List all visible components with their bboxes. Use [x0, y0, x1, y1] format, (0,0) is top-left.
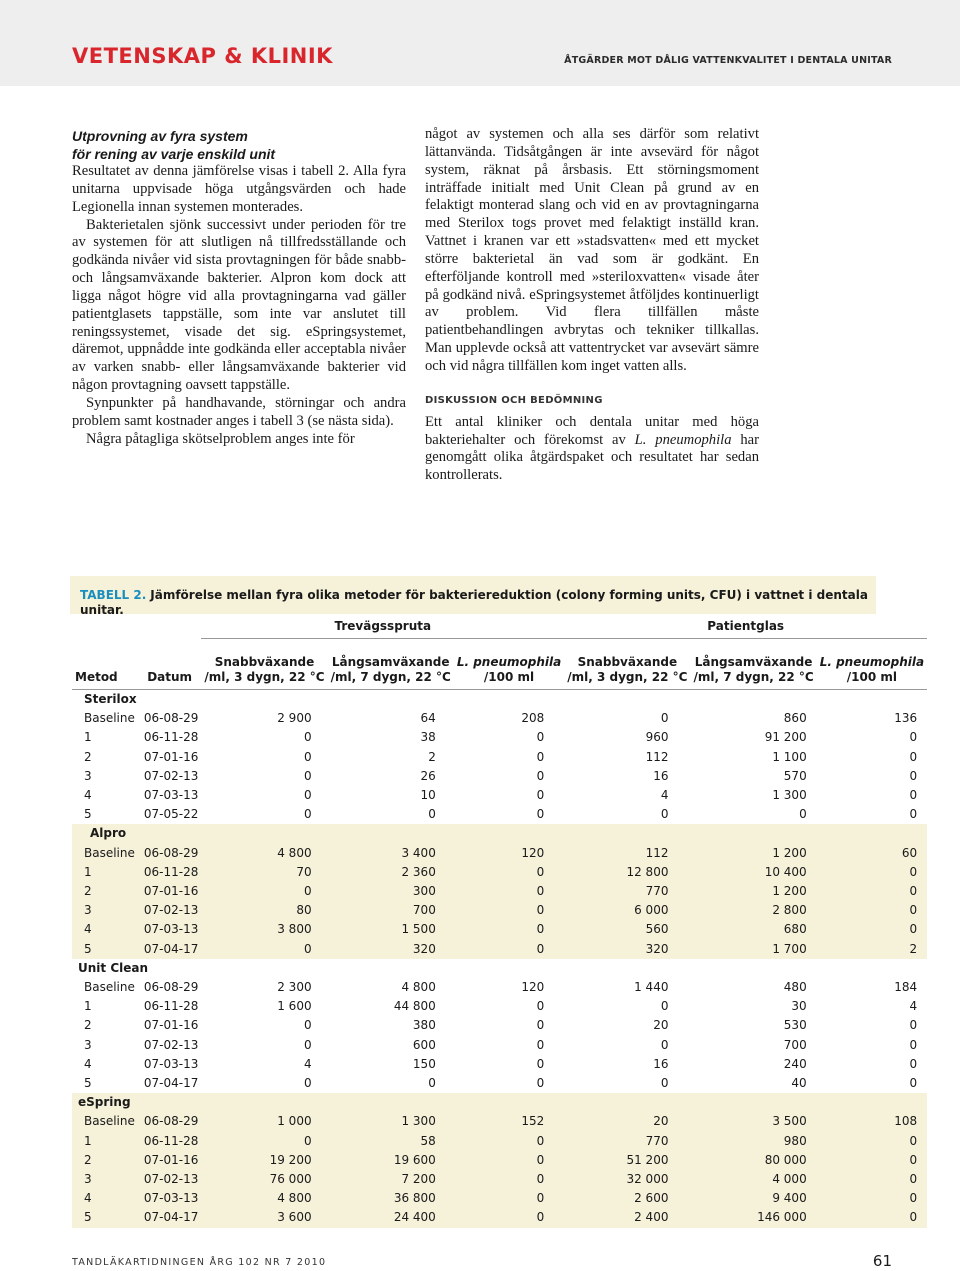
table-row	[72, 709, 927, 728]
table-cell: 2	[84, 884, 92, 899]
table-cell: 16	[653, 1056, 669, 1071]
col-header-pneumophila	[817, 639, 927, 690]
table-row	[72, 844, 927, 863]
table-cell: 0	[909, 1037, 918, 1052]
table-cell: 3	[84, 768, 92, 783]
table-cell: 0	[303, 788, 312, 803]
table-cell: 770	[645, 1133, 669, 1148]
table-cell: 680	[783, 922, 807, 937]
table-row	[72, 786, 927, 805]
table-cell: 700	[783, 1037, 807, 1052]
table-cell: 4 000	[772, 1172, 807, 1187]
table-cell: 480	[783, 980, 807, 995]
section-heading: DISKUSSION OCH BEDÖMNING	[425, 394, 603, 406]
table-cell: 112	[645, 749, 669, 764]
method-row	[72, 959, 927, 978]
table-cell: 0	[536, 999, 545, 1014]
table-cell: 0	[909, 1172, 918, 1187]
table-cell: 0	[303, 768, 312, 783]
table-cell: 0	[909, 1076, 918, 1091]
table-cell: 2 800	[772, 903, 807, 918]
table-cell: 5	[84, 941, 92, 956]
right-column	[425, 126, 759, 485]
table-cell: 0	[909, 922, 918, 937]
col-header-datum: Datum	[138, 639, 201, 690]
table-cell: 30	[791, 999, 807, 1014]
table-cell: 120	[521, 980, 545, 995]
table-cell: 2	[909, 941, 918, 956]
table-row	[72, 978, 927, 997]
table-cell: 108	[894, 1114, 918, 1129]
table-cell: 0	[303, 884, 312, 899]
table-cell: 0	[303, 807, 312, 822]
method-name: Sterilox	[84, 692, 137, 706]
table-cell: 36 800	[393, 1191, 436, 1206]
table-cell: 4	[84, 1191, 92, 1206]
empty-cell	[328, 824, 454, 843]
table-cell: 06-08-29	[143, 1114, 199, 1129]
left-column	[72, 127, 406, 449]
table-cell: 0	[909, 1133, 918, 1148]
table-row	[72, 1036, 927, 1055]
header-line: /ml, 7 dygn, 22 °C	[693, 670, 814, 684]
table-cell: 5	[84, 1210, 92, 1225]
table-cell: 0	[536, 864, 545, 879]
method-name: eSpring	[78, 1095, 131, 1110]
table-cell: 0	[909, 788, 918, 803]
body-paragraph: något av systemen och alla ses därför som relativt lättanvända. Tidsåtgången är inte avsevärd för något system, räknat på årsbasis. Ett störningsmoment inträffade initialt med Unit Clean på grund av en felaktigt monterad slang och vid en av provtagningarna med Sterilox togs provet med felaktigt inställd kran. Vattnet i kranen var ett »stadsvatten« med ett mycket större bakterietal än vad som är godkänt. En efterföljande kontroll med »steriloxvatten« visade åter på godkänd nivå. eSpringsystemet åtföljdes kontinuerligt av problem. Vid flera tillfällen måste patientbehandlingen avbrytas och tekniker tillkallas. Man upplevde också att vattentrycket var avsevärt sämre och vid några tillfällen kom inget vatten alls.	[425, 126, 759, 374]
empty-cell	[564, 1093, 690, 1112]
table-cell: 0	[799, 807, 807, 822]
table-cell: 19 200	[269, 1152, 312, 1167]
table-cell: 0	[536, 941, 545, 956]
table-cell: 1 000	[277, 1114, 312, 1129]
table-cell: 06-11-28	[143, 730, 199, 745]
table-cell: 1 100	[772, 749, 807, 764]
empty-cell	[328, 690, 454, 710]
body-paragraph: Några påtagliga skötselproblem anges inte för	[86, 430, 355, 447]
table-cell: 0	[536, 1056, 545, 1071]
table-cell: 1 600	[277, 999, 312, 1014]
table-cell: 0	[536, 1191, 545, 1206]
table-cell: 150	[412, 1056, 436, 1071]
table-row	[72, 863, 927, 882]
header-line: /ml, 3 dygn, 22 °C	[204, 670, 325, 684]
subheading-line-1: Utprovning av fyra system	[72, 128, 248, 144]
empty-cell	[690, 959, 816, 978]
table-cell: 5	[84, 1076, 92, 1091]
table-cell: 0	[303, 1133, 312, 1148]
empty-cell	[690, 690, 816, 710]
table-cell: 32 000	[626, 1172, 669, 1187]
header-line: L. pneumophila	[456, 655, 562, 669]
table-cell: 06-11-28	[143, 864, 199, 879]
table-cell: 860	[783, 711, 807, 726]
table-cell: 320	[412, 941, 436, 956]
table-cell: 0	[536, 1172, 545, 1187]
table-cell: 1 200	[772, 884, 807, 899]
table-cell: 0	[909, 1018, 918, 1033]
table-cell: 0	[303, 1076, 312, 1091]
table-cell: 1 300	[401, 1114, 436, 1129]
table-cell: 0	[428, 1076, 436, 1091]
table-cell: 0	[660, 1037, 669, 1052]
table-row	[72, 920, 927, 939]
table-cell: 10	[420, 788, 436, 803]
table-cell: 0	[536, 1210, 545, 1225]
table-cell: 0	[303, 730, 312, 745]
table-cell: 1 500	[401, 922, 436, 937]
table-cell: 26	[420, 768, 436, 783]
table-row	[72, 1132, 927, 1151]
method-name: Unit Clean	[78, 960, 149, 975]
table-cell: 0	[909, 730, 918, 745]
table-cell: 0	[303, 1037, 312, 1052]
table-cell: 184	[894, 980, 918, 995]
table-cell: 3 600	[277, 1210, 312, 1225]
table-cell: 770	[645, 884, 669, 899]
table-cell: 07-03-13	[143, 788, 199, 803]
table-cell: 136	[894, 711, 918, 726]
table-cell: 4 800	[277, 845, 312, 860]
table-cell: 380	[412, 1018, 436, 1033]
table-cell: 07-02-13	[143, 768, 199, 783]
table-cell: 4	[84, 1056, 92, 1071]
table-cell: 9 400	[772, 1191, 807, 1206]
group-header-row	[72, 616, 927, 639]
table-cell: 570	[783, 768, 807, 783]
empty-cell	[454, 959, 564, 978]
table-cell: 600	[412, 1037, 436, 1052]
table-cell: 0	[909, 1191, 918, 1206]
table-cell: 2 300	[277, 980, 312, 995]
table-cell: 2 600	[634, 1191, 669, 1206]
table-cell: 1	[84, 864, 92, 879]
empty-cell	[201, 1093, 327, 1112]
table-cell: 1 200	[772, 845, 807, 860]
empty-cell	[690, 1093, 816, 1112]
table-cell: 152	[521, 1114, 545, 1129]
col-header-pneumophila	[454, 639, 564, 690]
table-cell: 0	[909, 1056, 918, 1071]
subheading-line-2: för rening av varje enskild unit	[72, 146, 276, 162]
table-cell: Baseline	[84, 1114, 135, 1129]
table-row	[72, 805, 927, 824]
table-cell: 2 900	[277, 711, 312, 726]
table-cell: 0	[660, 999, 669, 1014]
table-cell: 07-04-17	[143, 941, 199, 956]
col-header-snabb	[564, 639, 690, 690]
table-cell: 4	[84, 922, 92, 937]
table-cell: 07-04-17	[143, 1210, 199, 1225]
table-cell: 20	[653, 1018, 669, 1033]
table-cell: 2	[84, 749, 92, 764]
table-cell: 07-03-13	[143, 1191, 199, 1206]
page-number: 61	[872, 1252, 892, 1270]
table-cell: 07-01-16	[143, 1152, 199, 1167]
col-header-metod: Metod	[72, 639, 138, 690]
table-cell: 1 440	[634, 980, 669, 995]
table-body	[72, 690, 927, 1228]
table-cell: 3	[84, 903, 92, 918]
empty-cell	[690, 824, 816, 843]
method-row	[72, 1093, 927, 1112]
table-cell: 10 400	[764, 864, 807, 879]
table-cell: 3	[84, 1172, 92, 1187]
species-name: L. pneumophila	[634, 431, 732, 448]
table-cell: 06-11-28	[143, 1133, 199, 1148]
table-cell: 1 300	[772, 788, 807, 803]
table-cell: 4	[909, 999, 918, 1014]
table-cell: 1	[84, 1133, 92, 1148]
empty-cell	[201, 824, 327, 843]
table-cell: 0	[909, 749, 918, 764]
table-cell: 146 000	[757, 1210, 807, 1225]
table-cell: Baseline	[84, 845, 135, 860]
table-cell: 0	[536, 1152, 545, 1167]
header-line: /ml, 3 dygn, 22 °C	[567, 670, 688, 684]
table-cell: 0	[303, 749, 312, 764]
table-cell: 1	[84, 999, 92, 1014]
empty-cell	[328, 959, 454, 978]
table-cell: 07-02-13	[143, 1172, 199, 1187]
table-cell: 6 000	[634, 903, 669, 918]
table-row	[72, 901, 927, 920]
table-cell: 91 200	[764, 730, 807, 745]
table-row	[72, 728, 927, 747]
table-cell: 19 600	[393, 1152, 436, 1167]
table-cell: 4 800	[277, 1191, 312, 1206]
table-cell: 2 400	[634, 1210, 669, 1225]
table-cell: 0	[536, 788, 545, 803]
table-row	[72, 1055, 927, 1074]
table-row	[72, 1208, 927, 1227]
table-cell: 2 360	[401, 864, 436, 879]
table-cell: 0	[536, 730, 545, 745]
empty-cell	[454, 690, 564, 710]
table-cell: 0	[536, 922, 545, 937]
table-cell: 4	[660, 788, 669, 803]
table-cell: 06-11-28	[143, 999, 199, 1014]
table-row	[72, 748, 927, 767]
table-cell: 0	[909, 884, 918, 899]
header-line: /100 ml	[846, 670, 898, 684]
table-cell: 07-03-13	[143, 922, 199, 937]
table-cell: 3	[84, 1037, 92, 1052]
table-cell: 3 800	[277, 922, 312, 937]
group-header-trevagsspruta: Trevägsspruta	[201, 616, 564, 639]
table-cell: 20	[653, 1114, 669, 1129]
table-cell: 980	[783, 1133, 807, 1148]
table-cell: 4 800	[401, 980, 436, 995]
empty-cell	[454, 1093, 564, 1112]
table-cell: 0	[909, 768, 918, 783]
header-line: /ml, 7 dygn, 22 °C	[330, 670, 451, 684]
table-cell: 0	[660, 807, 669, 822]
table-cell: 0	[909, 1210, 918, 1225]
table-caption-text: Jämförelse mellan fyra olika metoder för bakteriereduktion (colony forming units, CFU) i vattnet i dentala unitar.	[80, 588, 868, 617]
table-row	[72, 940, 927, 959]
table-caption	[80, 588, 870, 618]
header-line: Snabbväxande	[577, 655, 678, 669]
table-cell: 320	[645, 941, 669, 956]
table-cell: 07-04-17	[143, 1076, 199, 1091]
table-cell: 112	[645, 845, 669, 860]
table-cell: 1	[84, 730, 92, 745]
table-cell: 0	[303, 941, 312, 956]
empty-cell	[564, 959, 690, 978]
table-row	[72, 1074, 927, 1093]
method-row	[72, 824, 927, 843]
body-paragraph	[425, 414, 759, 485]
table-cell: 2	[84, 1152, 92, 1167]
method-name: Alpro	[90, 826, 127, 841]
table-cell: 240	[783, 1056, 807, 1071]
table-cell: 07-01-16	[143, 884, 199, 899]
empty-cell	[817, 1093, 927, 1112]
table-cell: 560	[645, 922, 669, 937]
table-cell: 0	[909, 807, 918, 822]
table-cell: 80 000	[764, 1152, 807, 1167]
table-row	[72, 1112, 927, 1131]
table-cell: 76 000	[269, 1172, 312, 1187]
subheading	[72, 127, 406, 163]
table-row	[72, 1170, 927, 1189]
table-cell: 64	[420, 711, 436, 726]
table-cell: 300	[412, 884, 436, 899]
header-line: /100 ml	[483, 670, 535, 684]
table-cell: 960	[645, 730, 669, 745]
table-row	[72, 767, 927, 786]
table-cell: 07-05-22	[143, 807, 199, 822]
table-cell: 06-08-29	[143, 711, 199, 726]
table-cell: 07-02-13	[143, 903, 199, 918]
table-cell: 06-08-29	[143, 980, 199, 995]
table-cell: 0	[428, 807, 436, 822]
col-header-langsam	[328, 639, 454, 690]
table-cell: 60	[901, 845, 918, 860]
table-cell: 07-01-16	[143, 1018, 199, 1033]
table-cell: 0	[536, 768, 545, 783]
table-cell: 06-08-29	[143, 845, 199, 860]
table-cell: 0	[536, 903, 545, 918]
table-cell: 0	[536, 1076, 545, 1091]
table-cell: 40	[791, 1076, 807, 1091]
table-cell: 700	[412, 903, 436, 918]
running-title: ÅTGÄRDER MOT DÅLIG VATTENKVALITET I DENTALA UNITAR	[564, 55, 892, 66]
body-paragraph: Resultatet av denna jämförelse visas i tabell 2. Alla fyra unitarna uppvisade höga utgångsvärden och hade Legionella innan systemen monterades.	[72, 163, 406, 215]
table-cell: 5	[84, 807, 92, 822]
table-cell: 4	[84, 788, 92, 803]
col-header-langsam	[690, 639, 816, 690]
empty-cell	[201, 959, 327, 978]
table-cell: 58	[420, 1133, 436, 1148]
table-cell: 3 400	[401, 845, 436, 860]
header-band	[0, 0, 960, 86]
table-cell: 80	[296, 903, 312, 918]
col-header-snabb	[201, 639, 327, 690]
empty-cell	[817, 824, 927, 843]
empty-cell	[201, 690, 327, 710]
table-cell: Baseline	[84, 980, 135, 995]
journal-footer: TANDLÄKARTIDNINGEN ÅRG 102 NR 7 2010	[72, 1257, 327, 1268]
empty-cell	[817, 690, 927, 710]
section-title: VETENSKAP & KLINIK	[72, 44, 333, 68]
empty-cell	[328, 1093, 454, 1112]
table-cell: 38	[420, 730, 436, 745]
text-run: har genomgått olika åtgärdspaket och resultatet har sedan kontrollerats.	[425, 431, 759, 484]
table-cell: 07-01-16	[143, 749, 199, 764]
header-line: L. pneumophila	[819, 655, 925, 669]
table-cell: 2	[84, 1018, 92, 1033]
table-cell: 3 500	[772, 1114, 807, 1129]
table-cell: 0	[536, 1037, 545, 1052]
table-cell: 0	[909, 903, 918, 918]
empty-cell	[454, 824, 564, 843]
table-cell: 4	[303, 1056, 312, 1071]
table-cell: 07-02-13	[143, 1037, 199, 1052]
table-row	[72, 997, 927, 1016]
table-cell: 0	[909, 1152, 918, 1167]
table-cell: 2	[428, 749, 436, 764]
data-table	[72, 616, 927, 1228]
table-cell: 7 200	[401, 1172, 436, 1187]
table-cell: 208	[521, 711, 545, 726]
header-line: Långsamväxande	[331, 655, 450, 669]
table-cell: 120	[521, 845, 545, 860]
table-cell: 1 700	[772, 941, 807, 956]
text-run: Ett antal kliniker och dentala unitar med höga bakteriehalter och förekomst av	[425, 413, 759, 448]
empty-cell	[817, 959, 927, 978]
table-row	[72, 882, 927, 901]
table-row	[72, 1151, 927, 1170]
table-cell: 16	[653, 768, 669, 783]
table-row	[72, 1189, 927, 1208]
group-header-patientglas: Patientglas	[564, 616, 927, 639]
table-cell: Baseline	[84, 711, 135, 726]
empty-cell	[564, 690, 690, 710]
method-row	[72, 690, 927, 710]
table-cell: 0	[536, 1133, 545, 1148]
body-paragraph: Bakterietalen sjönk successivt under perioden för tre av systemen för att slutligen nå tillfredsställande och godkända nivåer vid sista provtagningen för både snabb- och långsamväxande bakterier. Alpron kom dock att ligga något högre vid alla provtagningarna vad gäller patientglasets tappställe, som inte var anslutet till reningssystemet, visade det sig. eSpringsystemet, däremot, uppnådde inte godkända eller acceptabla nivåer av varken snabb- eller långsamväxande bakterier vid någon provtagning oavsett tappställe.	[72, 216, 406, 394]
table-cell: 24 400	[393, 1210, 436, 1225]
body-paragraph: Synpunkter på handhavande, störningar och andra problem samt kostnader anges i tabell 3 (se nästa sida).	[72, 394, 406, 429]
table-cell: 0	[536, 749, 545, 764]
table-cell: 12 800	[626, 864, 669, 879]
table-cell: 0	[909, 864, 918, 879]
table-cell: 0	[660, 711, 669, 726]
table-cell: 44 800	[393, 999, 436, 1014]
table-cell: 530	[783, 1018, 807, 1033]
table-cell: 51 200	[626, 1152, 669, 1167]
header-line: Långsamväxande	[694, 655, 813, 669]
table-cell: 0	[303, 1018, 312, 1033]
table-cell: 0	[536, 1018, 545, 1033]
column-header-row	[72, 639, 927, 690]
header-line: Snabbväxande	[214, 655, 315, 669]
table-label: TABELL 2.	[80, 588, 147, 602]
table-cell: 70	[296, 864, 312, 879]
table-row	[72, 1016, 927, 1035]
empty-cell	[564, 824, 690, 843]
table-cell: 0	[660, 1076, 669, 1091]
table-cell: 0	[536, 807, 545, 822]
table-cell: 0	[536, 884, 545, 899]
table-cell: 07-03-13	[143, 1056, 199, 1071]
